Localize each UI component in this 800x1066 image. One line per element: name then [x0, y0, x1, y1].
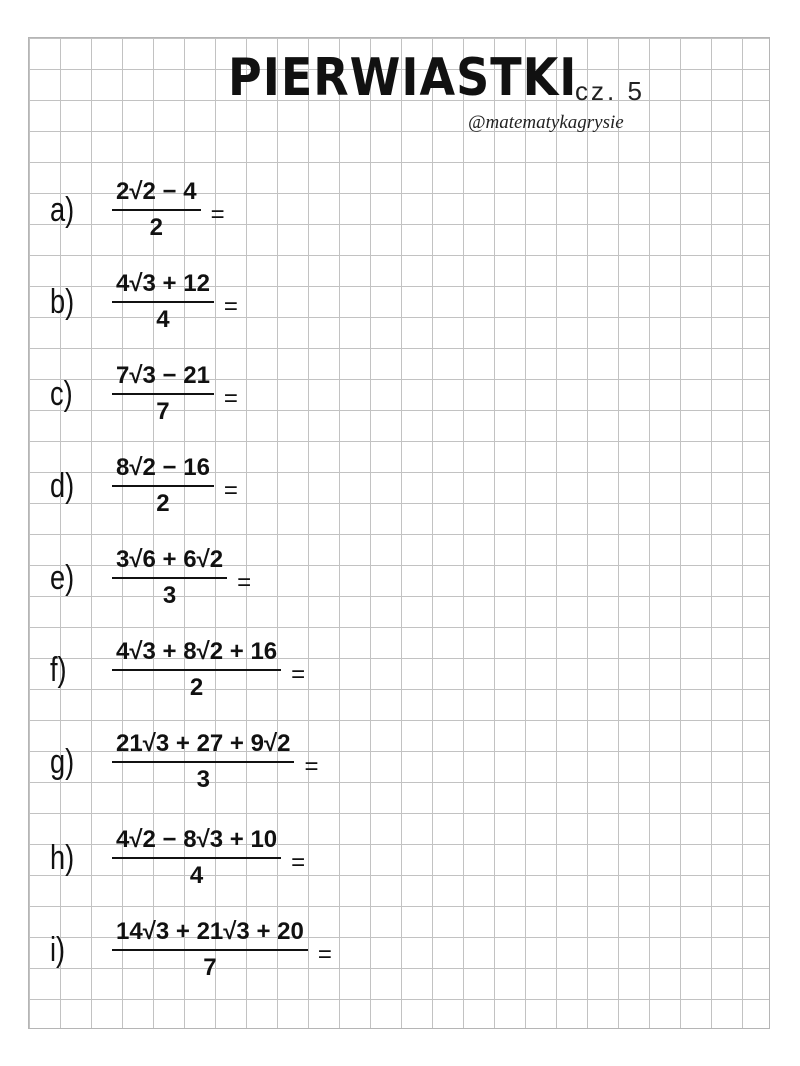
fraction	[112, 826, 281, 890]
fraction-bar	[112, 949, 308, 951]
equals-sign: =	[317, 941, 332, 968]
exercise-label: a)	[50, 190, 75, 229]
numerator: 4√2 − 8√3 + 10	[116, 826, 278, 853]
denominator: 3	[196, 766, 210, 793]
exercise-label: g)	[50, 742, 75, 781]
exercise-label: h)	[50, 838, 75, 877]
exercise-g	[50, 730, 319, 794]
fraction	[112, 270, 214, 334]
equals-sign: =	[291, 661, 306, 688]
equals-sign: =	[223, 385, 238, 412]
denominator: 4	[156, 306, 170, 333]
fraction	[112, 918, 308, 982]
fraction-bar	[112, 669, 281, 671]
title-row	[228, 46, 578, 108]
fraction	[112, 362, 214, 426]
fraction-bar	[112, 393, 214, 395]
fraction-bar	[112, 209, 201, 211]
exercise-label: d)	[50, 466, 75, 505]
exercise-f	[50, 638, 305, 702]
denominator: 3	[162, 582, 177, 609]
fraction	[112, 546, 227, 610]
fraction-bar	[112, 301, 214, 303]
fraction	[112, 638, 281, 702]
denominator: 2	[149, 214, 163, 241]
numerator: 4√3 + 12	[116, 270, 210, 297]
exercise-label: i)	[50, 930, 66, 969]
equals-sign: =	[210, 201, 225, 228]
equals-sign: =	[223, 293, 238, 320]
denominator: 2	[156, 490, 170, 517]
numerator: 8√2 − 16	[116, 454, 210, 481]
numerator: 21√3 + 27 + 9√2	[116, 730, 291, 757]
exercise-label: b)	[50, 282, 75, 321]
exercise-e	[50, 546, 251, 610]
fraction	[112, 178, 201, 242]
exercise-a	[50, 178, 225, 242]
exercise-label: e)	[50, 558, 75, 597]
denominator: 4	[189, 862, 204, 889]
equals-sign: =	[291, 849, 306, 876]
fraction-bar	[112, 577, 227, 579]
equals-sign: =	[304, 753, 319, 780]
page-title: PIERWIASTKI	[228, 46, 578, 108]
numerator: 3√6 + 6√2	[116, 546, 224, 573]
equals-sign: =	[223, 477, 238, 504]
fraction-bar	[112, 857, 281, 859]
exercise-label: c)	[50, 374, 73, 413]
exercise-b	[50, 270, 238, 334]
denominator: 7	[156, 398, 170, 425]
exercise-label: f)	[50, 650, 67, 689]
exercise-i	[50, 918, 332, 982]
author-handle: @matematykagrysie	[468, 112, 624, 133]
fraction-bar	[112, 761, 294, 763]
exercise-h	[50, 826, 305, 890]
fraction	[112, 454, 214, 518]
part-number: cz. 5	[575, 76, 645, 106]
numerator: 7√3 − 21	[116, 362, 210, 389]
numerator: 2√2 − 4	[116, 178, 197, 205]
numerator: 14√3 + 21√3 + 20	[116, 918, 304, 945]
denominator: 2	[189, 674, 204, 701]
exercise-c	[50, 362, 238, 426]
denominator: 7	[203, 954, 217, 981]
fraction-bar	[112, 485, 214, 487]
fraction	[112, 730, 294, 794]
equals-sign: =	[237, 569, 252, 596]
numerator: 4√3 + 8√2 + 16	[116, 638, 278, 665]
exercise-d	[50, 454, 238, 518]
